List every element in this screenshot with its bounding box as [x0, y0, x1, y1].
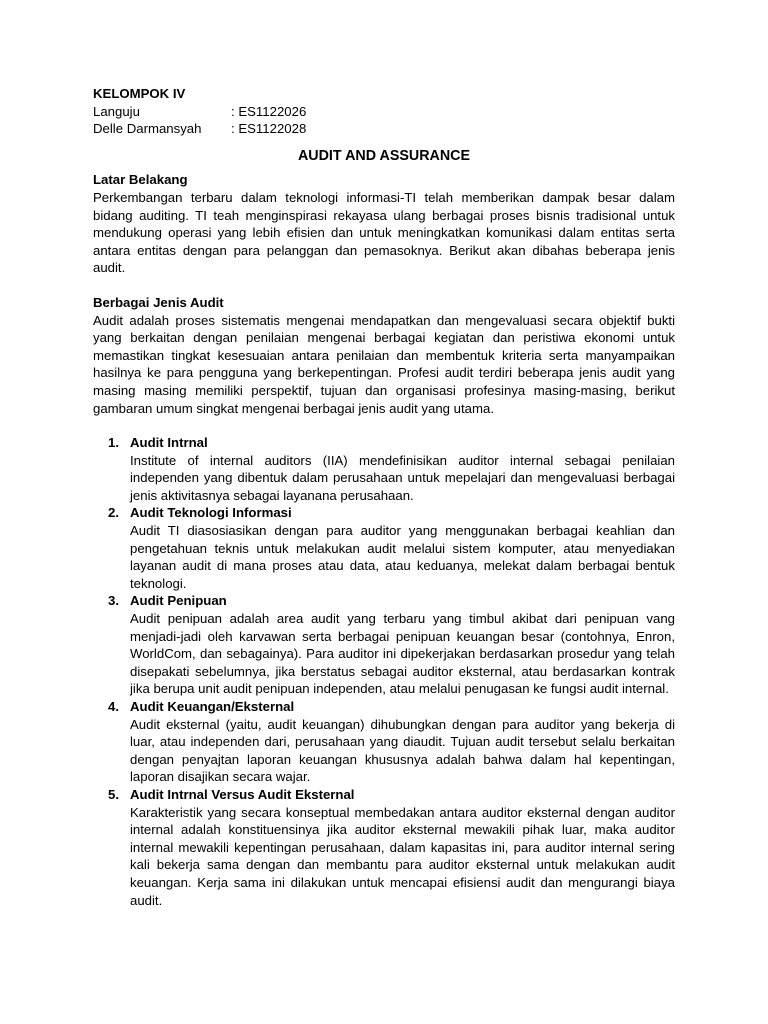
item-number: 2.	[108, 505, 119, 521]
member-row	[93, 120, 675, 138]
item-title: Audit Keuangan/Eksternal	[130, 699, 295, 714]
member-name: Delle Darmansyah	[93, 121, 202, 137]
group-title: KELOMPOK IV	[93, 86, 186, 101]
item-number: 1.	[108, 435, 119, 451]
member-name: Languju	[93, 103, 140, 119]
list-item	[93, 504, 675, 592]
item-title: Audit Intrnal	[130, 435, 208, 451]
item-text: Institute of internal auditors (IIA) mendefinisikan auditor internal sebagai penilaian independen yang dibentuk dalam perusahaan untuk mepelajari dan mengevaluasi berbagai jenis aktivitasnya sebagai layanana perusahaan.	[130, 452, 675, 503]
list-item	[93, 786, 675, 909]
item-text: Karakteristik yang secara konseptual membedakan antara auditor eksternal dengan auditor internal adalah konstituensinya jika auditor eksternal mewakili pihak luar, maka auditor internal mewakili kepentingan perusahaan, dalam kapasitas ini, para auditor internal sering kali bekerja sama dengan dan membantu para auditor eksternal untuk melakukan audit keuangan. Kerja sama ini dilakukan untuk mencapai efisiensi audit dan mengurangi biaya audit.	[130, 804, 675, 908]
item-text: Audit penipuan adalah area audit yang terbaru yang timbul akibat dari penipuan vang menjadi-jadi oleh karvawan serta berbagai penipuan keuangan besar (contohnya, Enron, WorldCom, dan sebagainya). Para auditor ini dipekerjakan berdasarkan prosedur yang telah disepakati sebelumnya, jika berstatus sebagai auditor eksternal, atau berdasarkan kontrak jika berupa unit audit penipuan independen, atau melalui penugasan ke fungsi audit internal.	[130, 611, 675, 697]
item-number: 4.	[108, 699, 119, 714]
item-title: Audit Teknologi Informasi	[130, 505, 292, 521]
list-item	[93, 592, 675, 698]
audit-types-paragraph: Audit adalah proses sistematis mengenai mendapatkan dan mengevaluasi secara objektif bukti yang berkaitan dengan penilaian mengenai berbagai kegiatan dan peristiwa ekonomi untuk memastikan tingkat kesesuaian antara penilaian dan membentuk kriteria serta manyampaikan hasilnya ke para pengguna yang berkepentingan. Profesi audit terdiri beberapa jenis audit yang masing masing memiliki perspektif, tujuan dan organisasi profesinya masing-masing, berikut gambaran umum singkat mengenai berbagai jenis audit yang utama.	[93, 312, 675, 416]
list-item	[93, 698, 675, 786]
background-heading: Latar Belakang	[93, 172, 188, 188]
audit-types-heading: Berbagai Jenis Audit	[93, 294, 224, 310]
audit-types-list	[93, 434, 675, 909]
member-id: : ES1122026	[231, 103, 307, 119]
list-item	[93, 434, 675, 504]
document-title: AUDIT AND ASSURANCE	[297, 147, 471, 164]
member-id: : ES1122028	[231, 121, 307, 137]
item-title: Audit Penipuan	[130, 593, 227, 609]
member-row	[93, 103, 675, 121]
item-number: 3.	[108, 593, 119, 609]
item-number: 5.	[108, 786, 119, 802]
background-paragraph: Perkembangan terbaru dalam teknologi informasi-TI telah memberikan dampak besar dalam bidang auditing. TI teah menginspirasi rekayasa ulang berbagai proses bisnis tradisional untuk mendukung operasi yang lebih efisien dan untuk meningkatkan komunikasi dalam entitas serta antara entitas dengan para pelanggan dan pemasoknya. Berikut akan dibahas beberapa jenis audit.	[93, 189, 675, 276]
item-title: Audit Intrnal Versus Audit Eksternal	[130, 786, 355, 802]
item-text: Audit eksternal (yaitu, audit keuangan) dihubungkan dengan para auditor yang bekerja di luar, atau independen dari, perusahaan yang diaudit. Tujuan audit tersebut selalu berkaitan dengan penyajtan laporan keuangan khususnya adalah bahwa dalam hal kepentingan, laporan disajikan secara wajar.	[130, 716, 675, 785]
item-text: Audit TI diasosiasikan dengan para auditor yang menggunakan berbagai keahlian dan pengetahuan teknis untuk melakukan audit melalui sistem komputer, atau menyediakan layanan audit di mana proses atau data, atau keduanya, melekat dalam berbagai bentuk teknologi.	[130, 523, 675, 591]
